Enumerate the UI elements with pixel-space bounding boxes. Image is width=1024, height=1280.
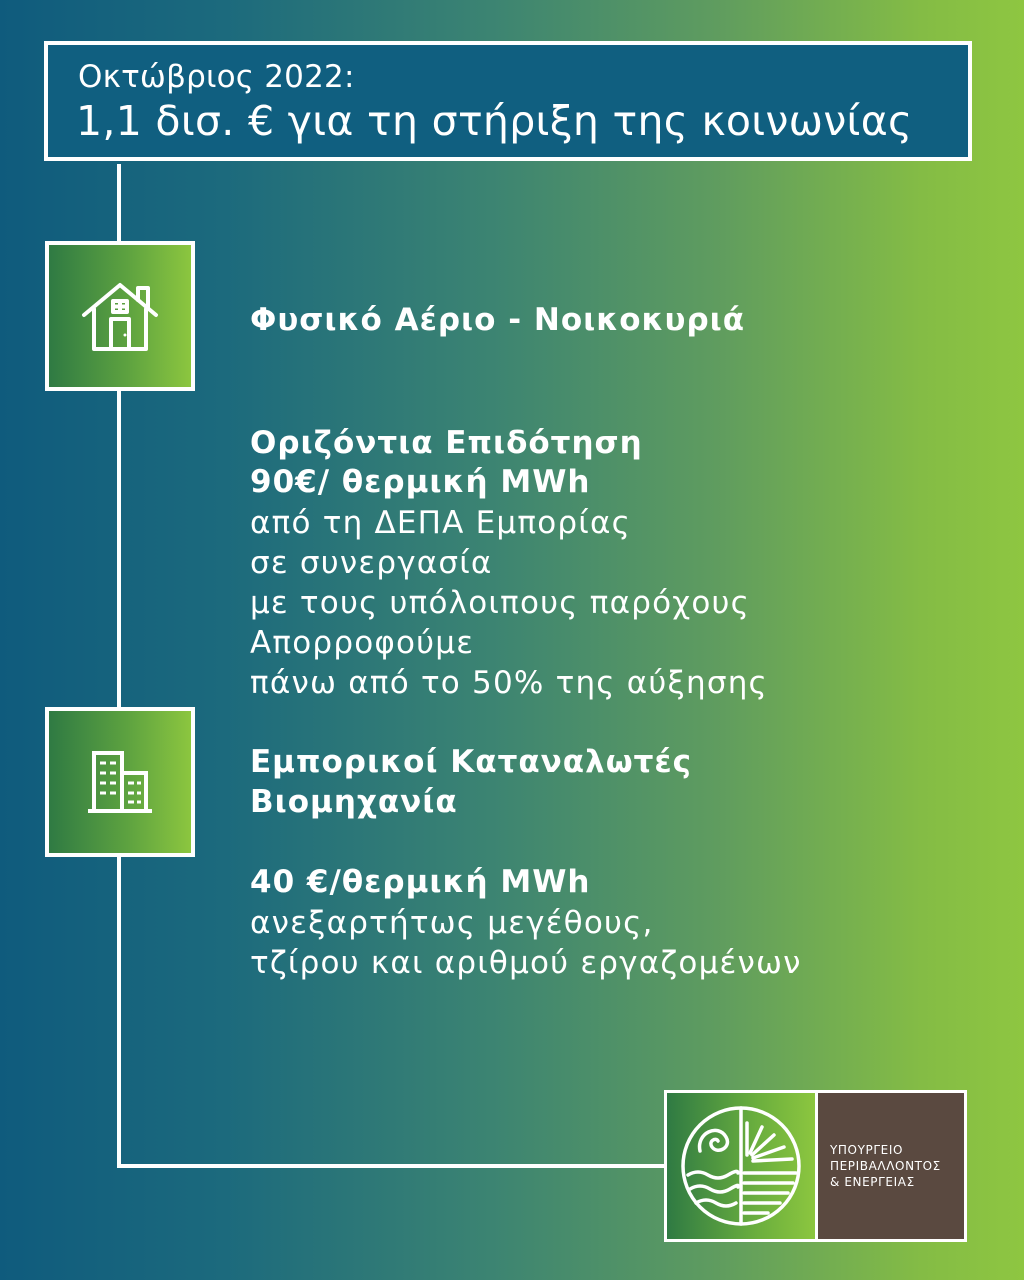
logo-text-line: ΠΕΡΙΒΑΛΛΟΝΤΟΣ — [830, 1159, 941, 1173]
building-icon-box — [45, 707, 195, 857]
business-line: ανεξαρτήτως μεγέθους, — [250, 905, 654, 941]
logo-emblem-panel — [667, 1093, 818, 1239]
households-line: με τους υπόλοιπους παρόχους — [250, 585, 751, 621]
ministry-logo — [664, 1090, 967, 1242]
house-icon — [80, 279, 160, 353]
house-icon-box — [45, 241, 195, 391]
building-icon — [86, 749, 154, 815]
households-line: πάνω από το 50% της αύξησης — [250, 665, 768, 701]
households-subsidy-title: Οριζόντια Επιδότηση — [250, 425, 643, 461]
logo-text-line: & ΕΝΕΡΓΕΙΑΣ — [830, 1175, 915, 1189]
households-line: από τη ΔΕΠΑ Εμπορίας — [250, 505, 631, 541]
business-line: τζίρου και αριθμού εργαζομένων — [250, 945, 802, 981]
business-subsidy-amount: 40 €/θερμική MWh — [250, 864, 591, 900]
business-heading-line1: Εμπορικοί Καταναλωτές — [250, 744, 693, 780]
logo-text-panel — [818, 1093, 964, 1239]
households-heading: Φυσικό Αέριο - Νοικοκυριά — [250, 302, 746, 338]
logo-text-line: ΥΠΟΥΡΓΕΙΟ — [830, 1143, 904, 1157]
households-line: Απορροφούμε — [250, 625, 475, 661]
page-title: 1,1 δισ. € για τη στήριξη της κοινωνίας — [76, 97, 913, 145]
date-subtitle: Οκτώβριος 2022: — [78, 59, 355, 95]
business-heading-line2: Βιομηχανία — [250, 784, 458, 820]
households-line: σε συνεργασία — [250, 545, 493, 581]
households-subsidy-amount: 90€/ θερμική MWh — [250, 464, 591, 500]
timeline-horizontal-line — [117, 1164, 667, 1168]
title-box — [44, 41, 972, 161]
ministry-emblem-icon — [678, 1103, 804, 1229]
